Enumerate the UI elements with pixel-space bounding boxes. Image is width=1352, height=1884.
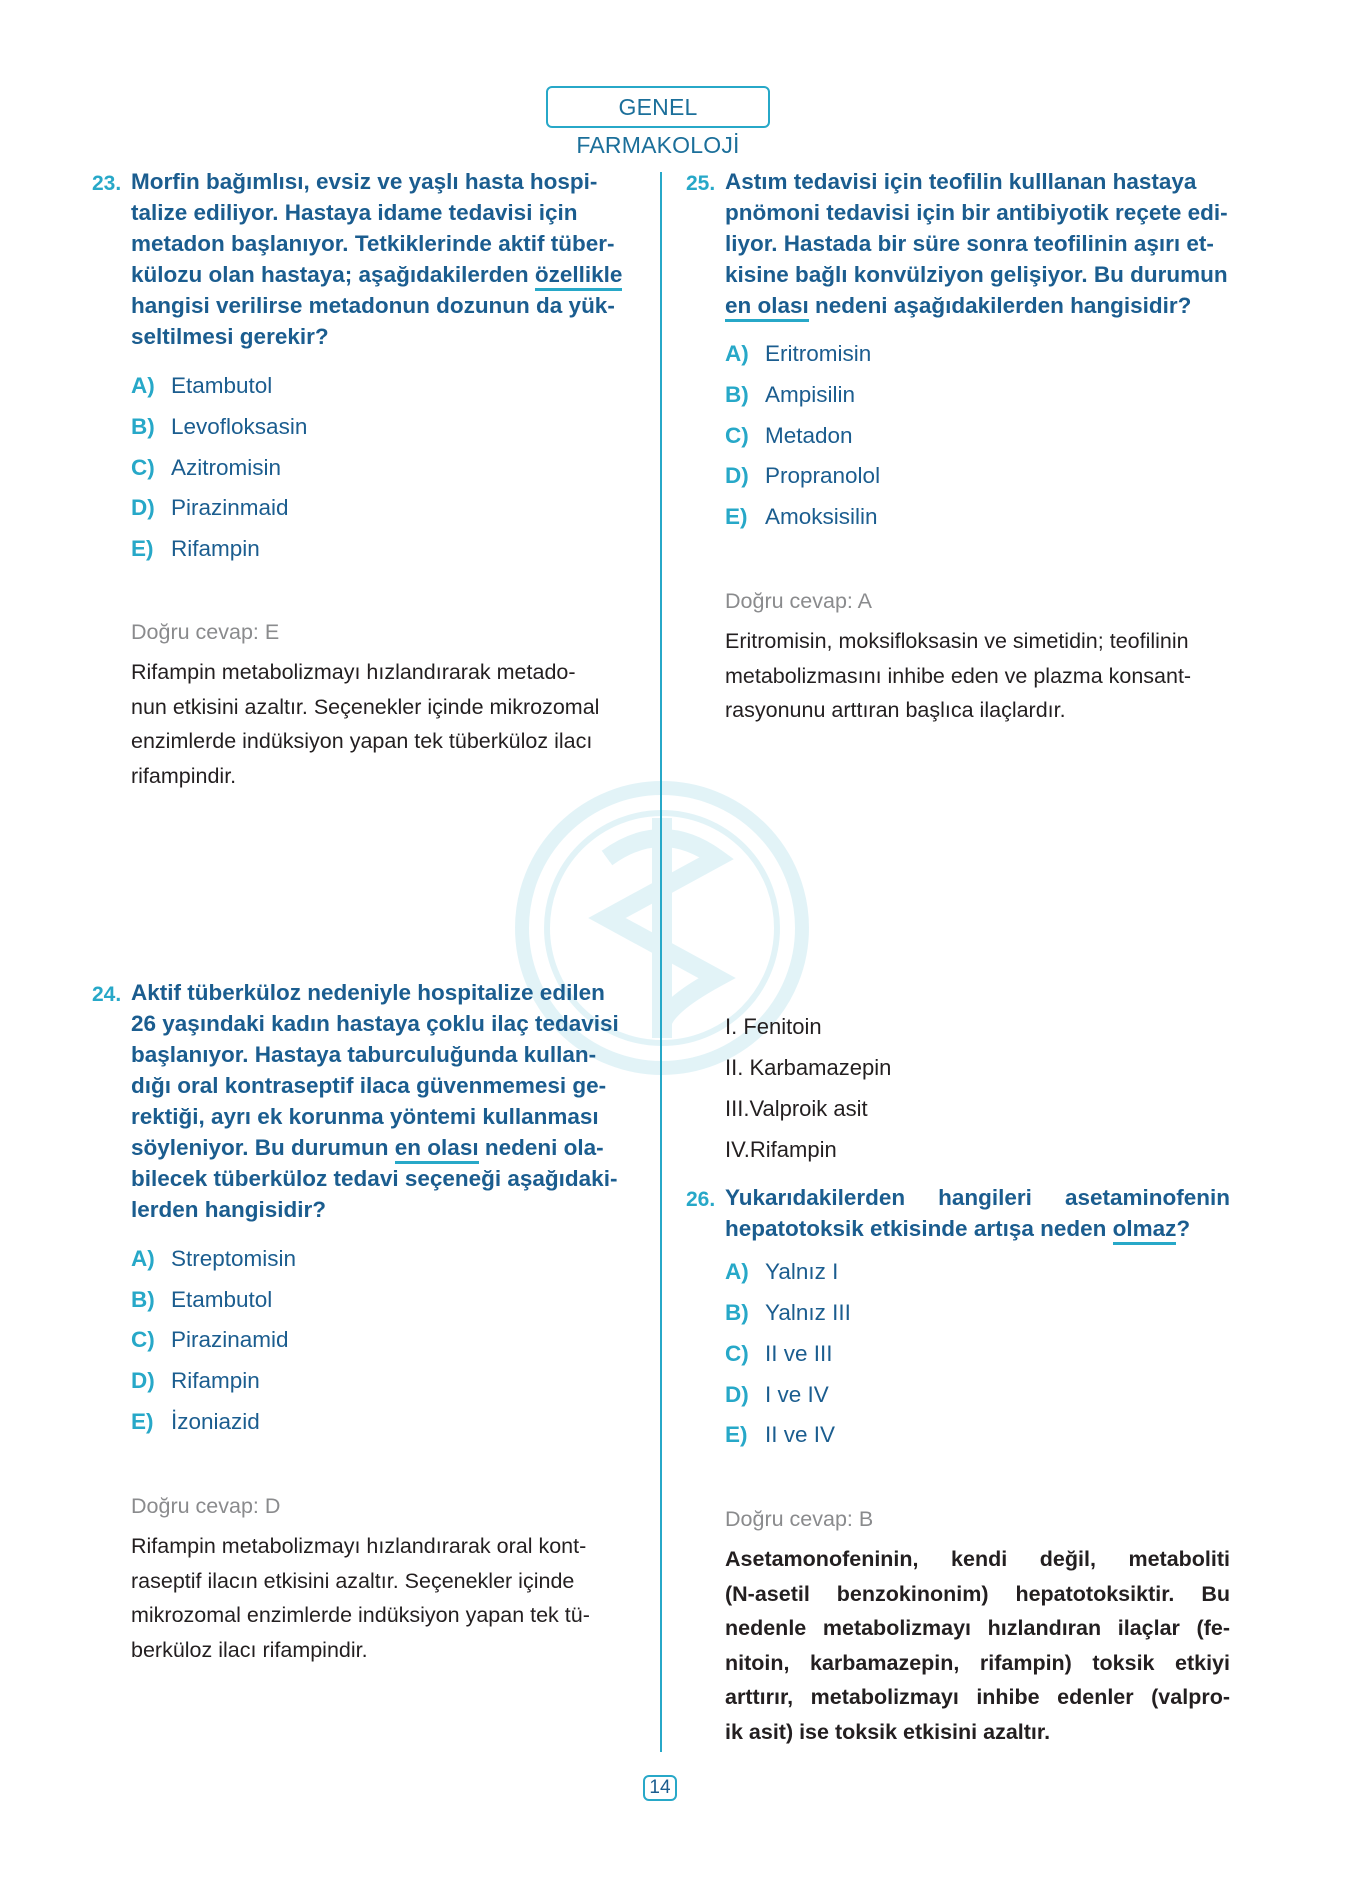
- question-text: Yukarıdakilerden hangileri asetaminofenin hepatotoksik etkisinde artışa neden olmaz?: [725, 1182, 1230, 1244]
- option-c[interactable]: C) Azitromisin: [131, 455, 282, 480]
- option-a[interactable]: A) Yalnız I: [725, 1259, 839, 1284]
- option-d[interactable]: D) Pirazinmaid: [131, 495, 289, 520]
- question-number: 25.: [686, 172, 716, 195]
- roman-item: III.Valproik asit: [725, 1096, 868, 1121]
- roman-item: I. Fenitoin: [725, 1014, 822, 1039]
- correct-answer: Doğru cevap: E: [131, 620, 280, 644]
- correct-answer: Doğru cevap: D: [131, 1494, 281, 1518]
- explanation: Rifampin metabolizmayı hızlandırarak metado- nun etkisini azaltır. Seçenekler içinde mikrozomal enzimlerde indüksiyon yapan tek tüberküloz ilacı rifampindir.: [131, 660, 600, 788]
- question-text: Morfin bağımlısı, evsiz ve yaşlı hasta hospi- talize ediliyor. Hastaya idame tedavisi için metadon başlanıyor. Tetkiklerinde aktif tüber- külozu olan hastaya; aşağıdakilerden özellikle hangisi verilirse metadonun dozunun da yük- seltilmesi gerekir?: [131, 169, 623, 349]
- correct-answer: Doğru cevap: A: [725, 589, 873, 613]
- emphasis-underline: olmaz: [1113, 1216, 1177, 1245]
- explanation: Rifampin metabolizmayı hızlandırarak oral kont- raseptif ilacın etkisini azaltır. Seçenekler içinde mikrozomal enzimlerde indüksiyon yapan tek tü- berküloz ilacı rifampindir.: [131, 1534, 590, 1662]
- option-e[interactable]: E) Amoksisilin: [725, 504, 878, 529]
- emphasis-underline: en olası: [395, 1135, 479, 1164]
- question-text: Astım tedavisi için teofilin kulllanan hastaya pnömoni tedavisi için bir antibiyotik reçete edi- liyor. Hastada bir süre sonra teofilinin aşırı et- kisine bağlı konvülziyon gelişiyor. Bu durumun en olası nedeni aşağıdakilerden hangisidir?: [725, 166, 1230, 321]
- roman-item: IV.Rifampin: [725, 1137, 837, 1162]
- option-d[interactable]: D) I ve IV: [725, 1382, 829, 1407]
- page-number: 14: [643, 1775, 677, 1801]
- option-e[interactable]: E) II ve IV: [725, 1422, 836, 1447]
- option-a[interactable]: A) Streptomisin: [131, 1246, 297, 1271]
- question-number: 23.: [92, 172, 122, 195]
- option-c[interactable]: C) II ve III: [725, 1341, 833, 1366]
- option-e[interactable]: E) Rifampin: [131, 536, 260, 561]
- roman-item: II. Karbamazepin: [725, 1055, 892, 1080]
- option-b[interactable]: B) Yalnız III: [725, 1300, 851, 1325]
- option-a[interactable]: A) Eritromisin: [725, 341, 872, 366]
- question-number: 26.: [686, 1188, 716, 1211]
- option-b[interactable]: B) Etambutol: [131, 1287, 273, 1312]
- explanation: Asetamonofeninin, kendi değil, metaboliti (N-asetil benzokinonim) hepatotoksiktir. Bu nedenle metabolizmayı hızlandıran ilaçlar (fe- nitoin, karbamazepin, rifampin) toksik etkiyi arttırır, metabolizmayı inhibe edenler (valpro- ik asit) ise toksik etkisini azaltır.: [725, 1547, 1230, 1744]
- emphasis-underline: özellikle: [535, 262, 623, 291]
- explanation: Eritromisin, moksifloksasin ve simetidin; teofilinin metabolizmasını inhibe eden ve plazma konsant- rasyonunu arttıran başlıca ilaçlardır.: [725, 629, 1192, 722]
- correct-answer: Doğru cevap: B: [725, 1507, 874, 1531]
- option-d[interactable]: D) Rifampin: [131, 1368, 260, 1393]
- option-d[interactable]: D) Propranolol: [725, 463, 881, 488]
- emphasis-underline: en olası: [725, 293, 809, 322]
- page-header-title: GENEL FARMAKOLOJİ: [546, 86, 770, 128]
- option-c[interactable]: C) Pirazinamid: [131, 1327, 289, 1352]
- option-c[interactable]: C) Metadon: [725, 423, 853, 448]
- question-text: Aktif tüberküloz nedeniyle hospitalize edilen 26 yaşındaki kadın hastaya çoklu ilaç tedavisi başlanıyor. Hastaya taburculuğunda kullan- dığı oral kontraseptif ilaca güvenmemesi ge- rektiği, ayrı ek korunma yöntemi kullanması söyleniyor. Bu durumun en olası nedeni ola- bilecek tüberküloz tedavi seçeneği aşağıdaki- lerden hangisidir?: [131, 980, 619, 1222]
- option-a[interactable]: A) Etambutol: [131, 373, 273, 398]
- question-number: 24.: [92, 983, 122, 1006]
- option-b[interactable]: B) Ampisilin: [725, 382, 856, 407]
- option-b[interactable]: B) Levofloksasin: [131, 414, 308, 439]
- option-e[interactable]: E) İzoniazid: [131, 1409, 260, 1434]
